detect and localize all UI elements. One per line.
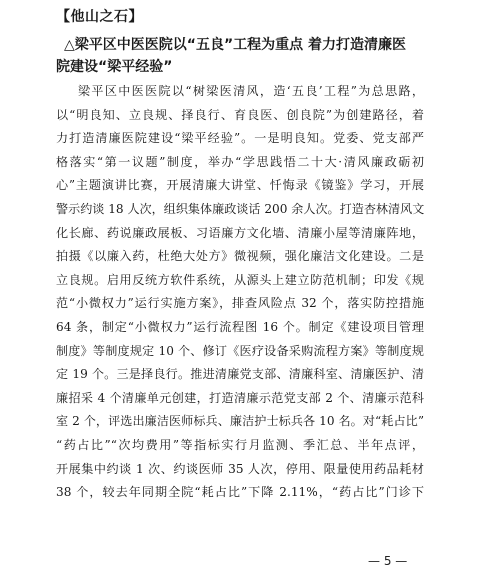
- body-line: 38 个，较去年同期全院“耗占比”下降 2.11%，“药占比”门诊下: [56, 485, 424, 500]
- heading-line-1: △梁平区中医医院以“五良”工程为重点 着力打造清廉医: [64, 37, 407, 53]
- body-line: 化长廊、药说廉政展板、习语廉方文化墙、清廉小屋等清廉阵地，: [56, 225, 424, 240]
- body-line: 拍摄《以廉入药，杜绝大处方》微视频，强化廉洁文化建设。二是: [56, 249, 424, 264]
- body-line: 警示约谈 18 人次，组织集体廉政谈话 200 余人次。打造杏林清风文: [56, 201, 425, 216]
- body-line: 以“明良知、立良规、择良行、育良医、创良院”为创建路径，着: [56, 107, 424, 122]
- body-line: 定 19 个。三是择良行。推进清廉党支部、清廉科室、清廉医护、清: [56, 367, 424, 382]
- body-line: 廉招采 4 个清廉单元创建，打造清廉示范党支部 2 个、清廉示范科: [56, 390, 424, 405]
- body-line: 制度》等制度规定 10 个、修订《医疗设备采购流程方案》等制度规: [56, 343, 424, 358]
- section-tag: 【他山之石】: [56, 9, 143, 25]
- body-line: 开展集中约谈 1 次、约谈医师 35 人次，停用、限量使用药品耗材: [56, 461, 424, 476]
- body-line: 力打造清廉医院建设“梁平经验”。一是明良知。党委、党支部严: [56, 131, 424, 146]
- body-line: “药占比”“次均费用”等指标实行月监测、季汇总、半年点评，: [56, 437, 424, 452]
- body-line: 格落实“第一议题”制度，举办“学思践悟二十大·清风廉政砺初: [56, 154, 424, 169]
- article-heading: [56, 34, 424, 78]
- body-line: 室 2 个，评选出廉洁医师标兵、廉洁护士标兵各 10 名。对“耗占比”: [56, 414, 424, 429]
- body-line: 梁平区中医医院以“树梁医清风，造‘五良’工程”为总思路，: [78, 84, 424, 98]
- article-body: [56, 80, 424, 505]
- heading-line-2: 院建设“梁平经验”: [56, 59, 173, 75]
- body-line: 64 条，制定“小微权力”运行流程图 16 个。制定《建设项目管理: [56, 319, 424, 334]
- body-line: 心”主题演讲比赛，开展清廉大讲堂、忏悔录《镜鉴》学习，开展: [56, 178, 424, 193]
- body-line: 范“小微权力”运行实施方案》，排查风险点 32 个，落实防控措施: [56, 296, 424, 311]
- body-line: 立良规。启用反统方软件系统，从源头上建立防范机制；印发《规: [56, 272, 424, 287]
- page-number: — 5 —: [368, 554, 408, 568]
